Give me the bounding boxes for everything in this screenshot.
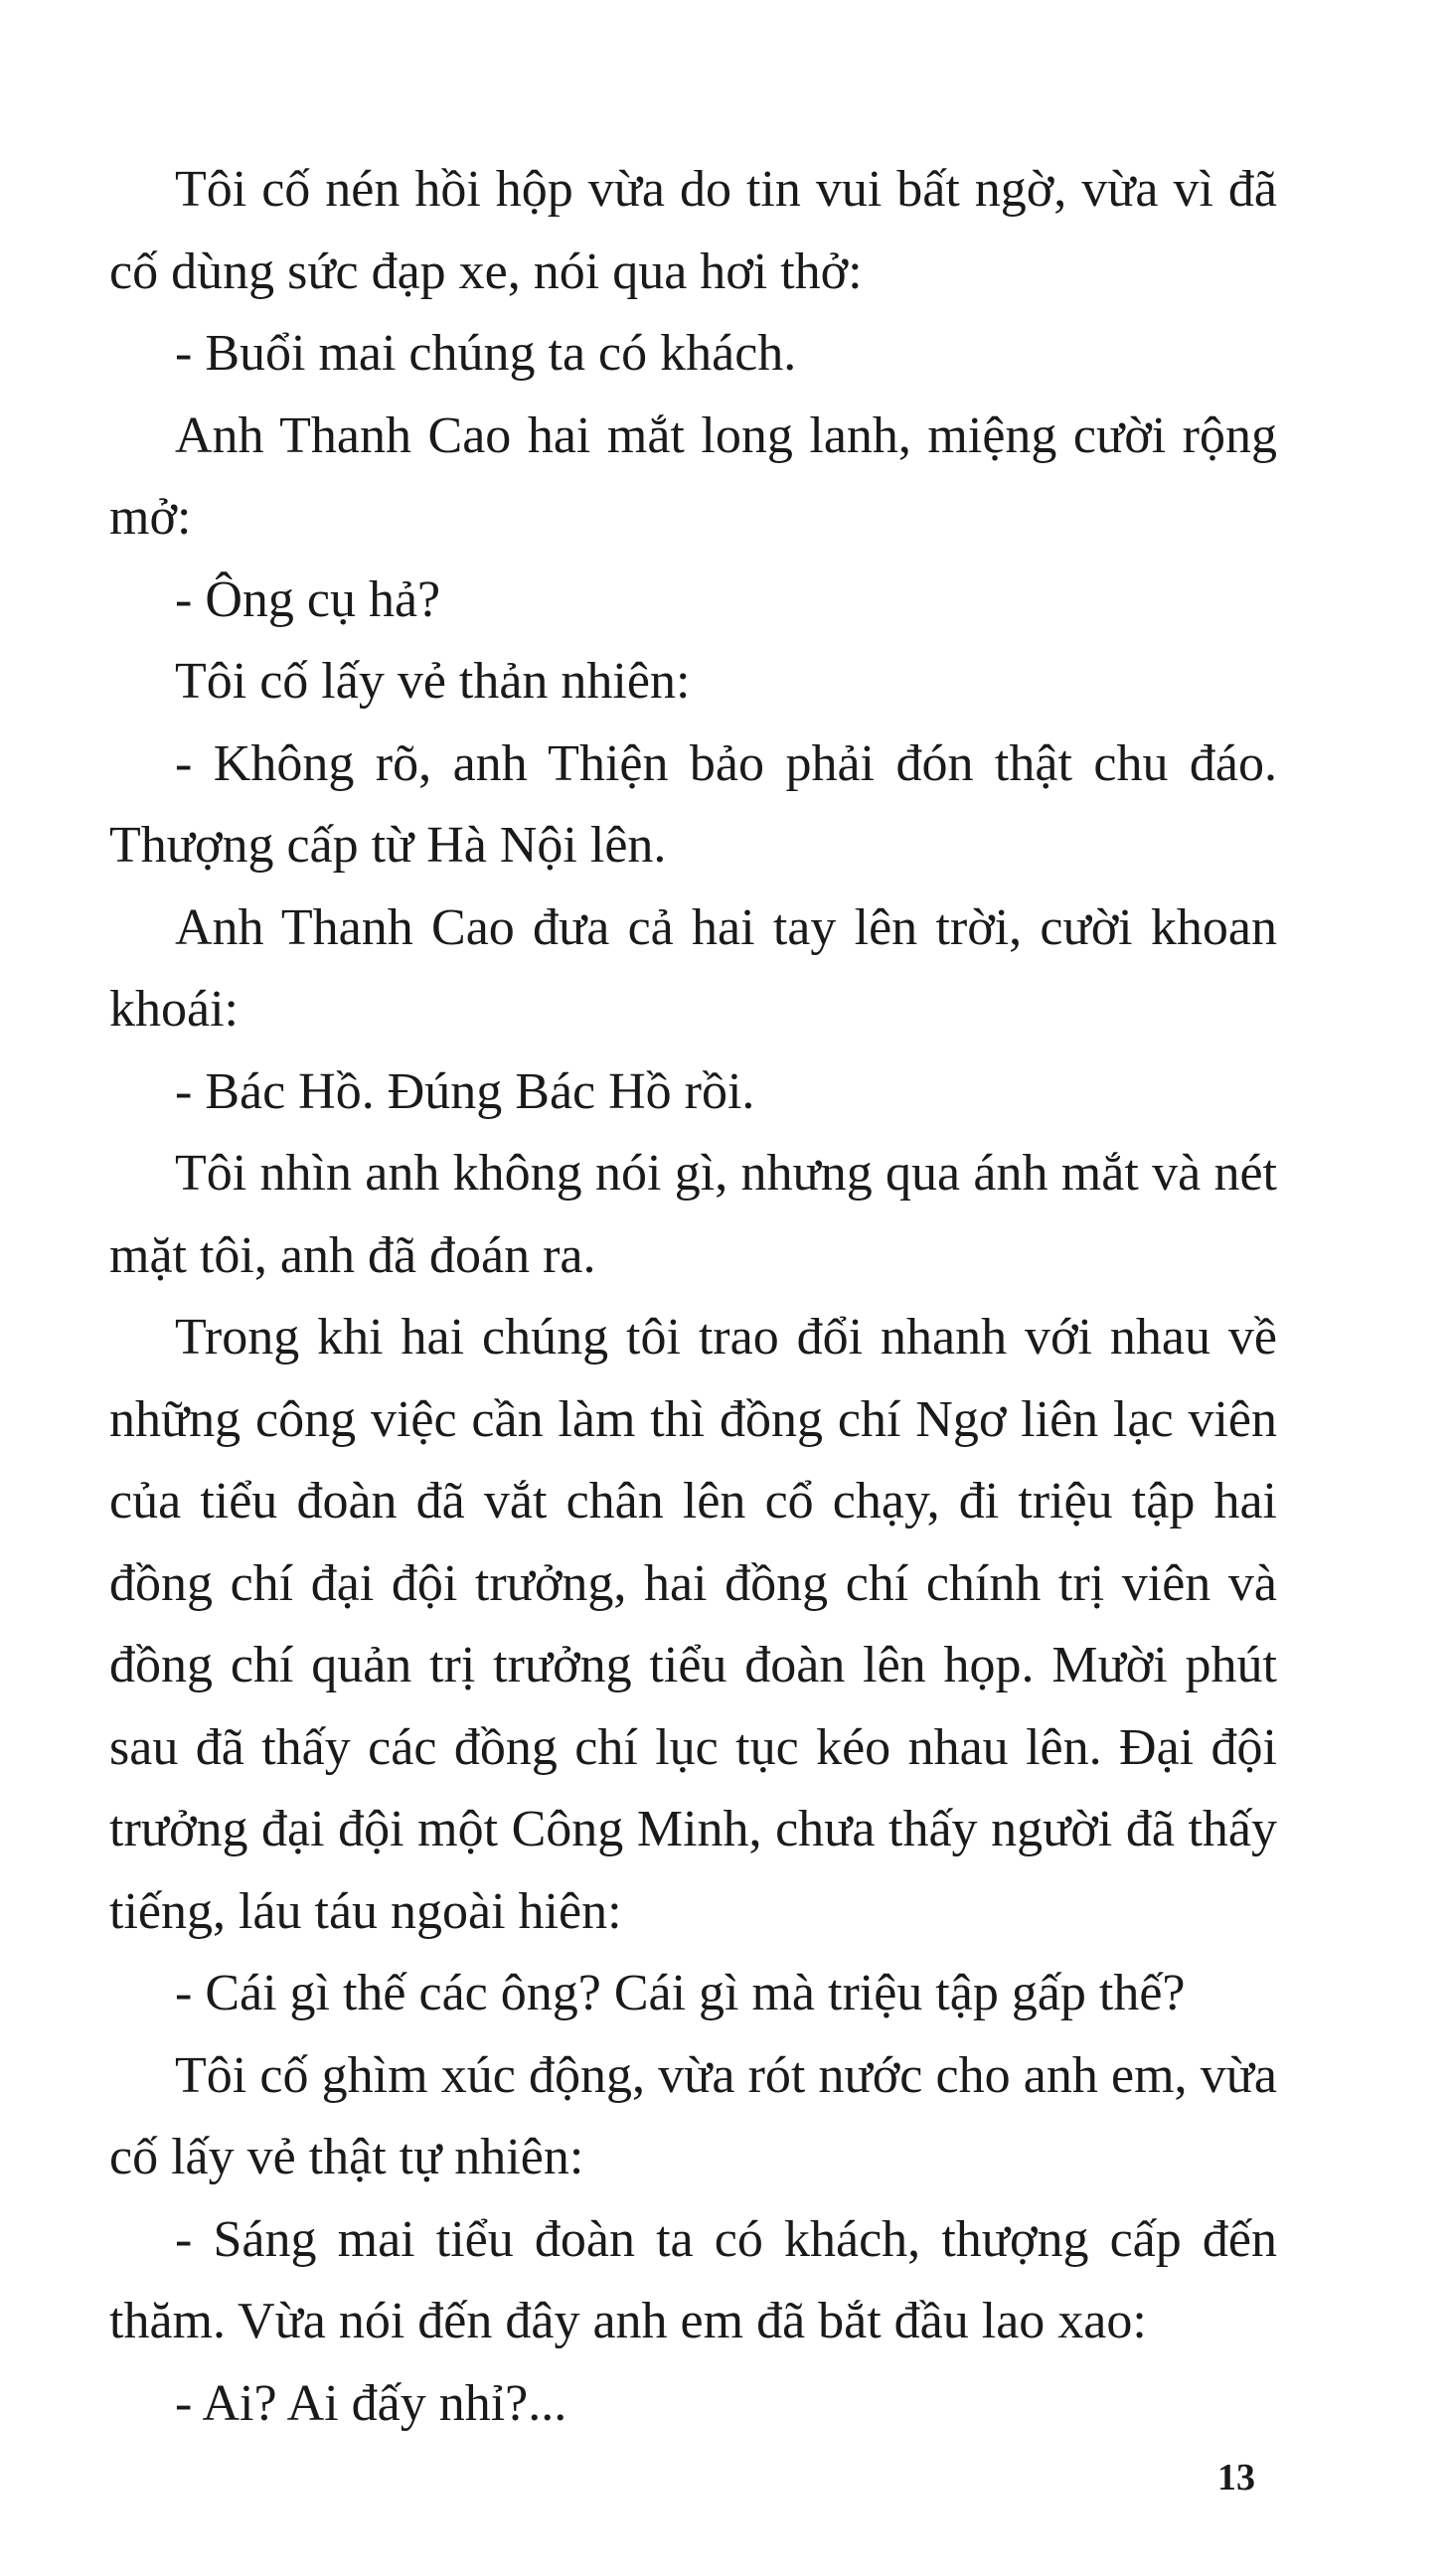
paragraph-4: - Ông cụ hả?: [175, 570, 441, 628]
paragraph-7: Anh Thanh Cao đưa cả hai tay lên trời, cười khoan khoái:: [109, 898, 1277, 1038]
paragraph-10: Trong khi hai chúng tôi trao đổi nhanh với nhau về những công việc cần làm thì đồng chí Ngơ liên lạc viên của tiểu đoàn đã vắt chân lên cổ chạy, đi triệu tập hai đồng chí đại đội trưởng, hai đồng chí chính trị viên và đồng chí quản trị trưởng tiểu đoàn lên họp. Mười phút sau đã thấy các đồng chí lục tục kéo nhau lên. Đại đội trưởng đại đội một Công Minh, chưa thấy người đã thấy tiếng, láu táu ngoài hiên:: [109, 1309, 1277, 1940]
paragraph-8: - Bác Hồ. Đúng Bác Hồ rồi.: [175, 1062, 755, 1120]
paragraph-11: - Cái gì thế các ông? Cái gì mà triệu tập gấp thế?: [175, 1965, 1186, 2021]
page-number: 13: [1217, 2457, 1255, 2498]
paragraph-12: Tôi cố ghìm xúc động, vừa rót nước cho anh em, vừa cố lấy vẻ thật tự nhiên:: [109, 2046, 1277, 2185]
paragraph-2: - Buổi mai chúng ta có khách.: [175, 325, 797, 382]
paragraph-14: - Ai? Ai đấy nhỉ?...: [175, 2374, 567, 2432]
paragraph-6: - Không rõ, anh Thiện bảo phải đón thật chu đáo. Thượng cấp từ Hà Nội lên.: [109, 734, 1277, 874]
page-body-text: [109, 149, 1277, 2445]
paragraph-13: - Sáng mai tiểu đoàn ta có khách, thượng cấp đến thăm. Vừa nói đến đây anh em đã bắt đầu lao xao:: [109, 2210, 1277, 2349]
paragraph-5: Tôi cố lấy vẻ thản nhiên:: [175, 653, 691, 710]
paragraph-9: Tôi nhìn anh không nói gì, nhưng qua ánh mắt và nét mặt tôi, anh đã đoán ra.: [109, 1145, 1277, 1284]
paragraph-3: Anh Thanh Cao hai mắt long lanh, miệng cười rộng mở:: [109, 406, 1277, 546]
paragraph-1: Tôi cố nén hồi hộp vừa do tin vui bất ngờ, vừa vì đã cố dùng sức đạp xe, nói qua hơi thở:: [109, 161, 1277, 300]
